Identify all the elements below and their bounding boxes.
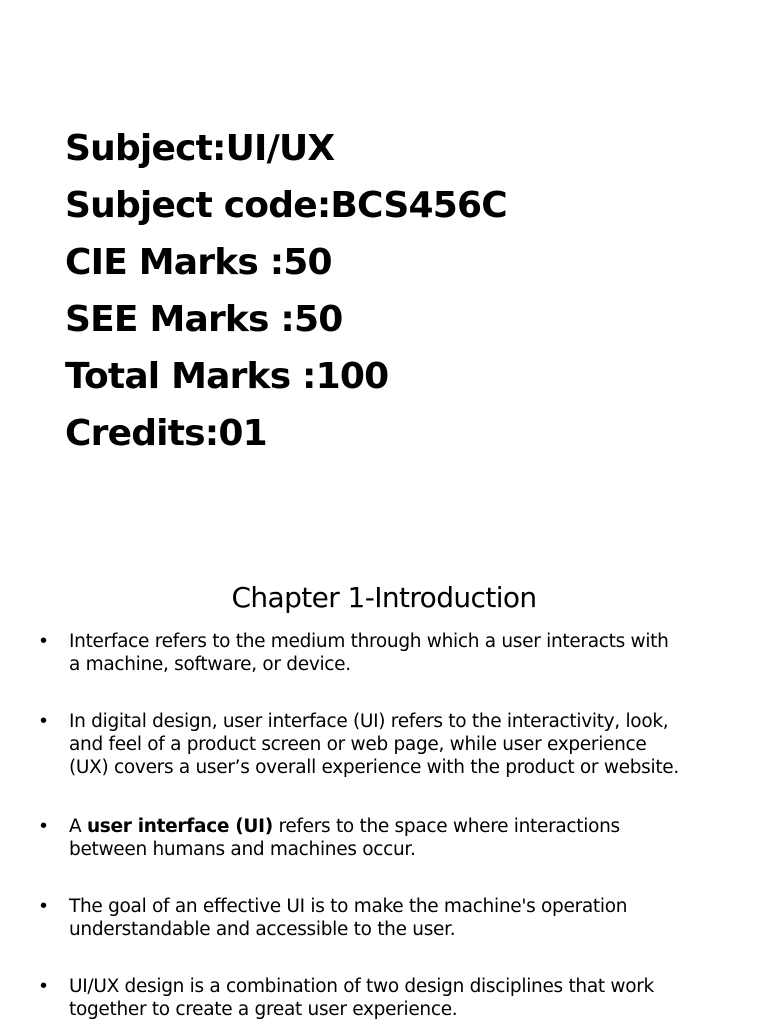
- bullet-text: [69, 630, 749, 676]
- bullet-line: The goal of an effective UI is to make the machine's operation: [69, 896, 628, 917]
- chapter-title: Chapter 1-Introduction: [231, 581, 537, 614]
- bullet-icon: •: [40, 710, 48, 732]
- bullet-line: between humans and machines occur.: [69, 839, 416, 860]
- bullet-line: [69, 815, 749, 838]
- bullet-prefix: A: [69, 816, 87, 837]
- bullet-line: Interface refers to the medium through which a user interacts with: [69, 631, 669, 652]
- subject-line: Subject:UI/UX: [65, 128, 335, 169]
- subject-code-line: Subject code:BCS456C: [65, 185, 507, 226]
- bullet-line: a machine, software, or device.: [69, 654, 351, 675]
- bullet-line: understandable and accessible to the user.: [69, 919, 456, 940]
- see-marks-line: SEE Marks :50: [65, 299, 343, 340]
- bullet-line: (UX) covers a user’s overall experience with the product or website.: [69, 757, 679, 778]
- bullet-text: [69, 815, 749, 861]
- bullet-icon: •: [40, 815, 48, 837]
- introduction-slide: [0, 560, 768, 1024]
- bullet-text: [69, 975, 749, 1021]
- bullet-suffix: refers to the space where interactions: [272, 816, 620, 837]
- bullet-icon: •: [40, 975, 48, 997]
- bullet-line: UI/UX design is a combination of two design disciplines that work: [69, 976, 654, 997]
- credits-line: Credits:01: [65, 413, 267, 454]
- bullet-icon: •: [40, 895, 48, 917]
- bullet-line: and feel of a product screen or web page, while user experience: [69, 734, 647, 755]
- bullet-icon: •: [40, 630, 48, 652]
- bullet-text: [69, 895, 749, 941]
- bullet-line: together to create a great user experience.: [69, 999, 458, 1020]
- bullet-line: In digital design, user interface (UI) refers to the interactivity, look,: [69, 711, 669, 732]
- cie-marks-line: CIE Marks :50: [65, 242, 332, 283]
- bold-term: user interface (UI): [86, 816, 273, 837]
- course-info-list: [65, 120, 507, 462]
- bullet-text: [69, 710, 749, 779]
- total-marks-line: Total Marks :100: [65, 356, 389, 397]
